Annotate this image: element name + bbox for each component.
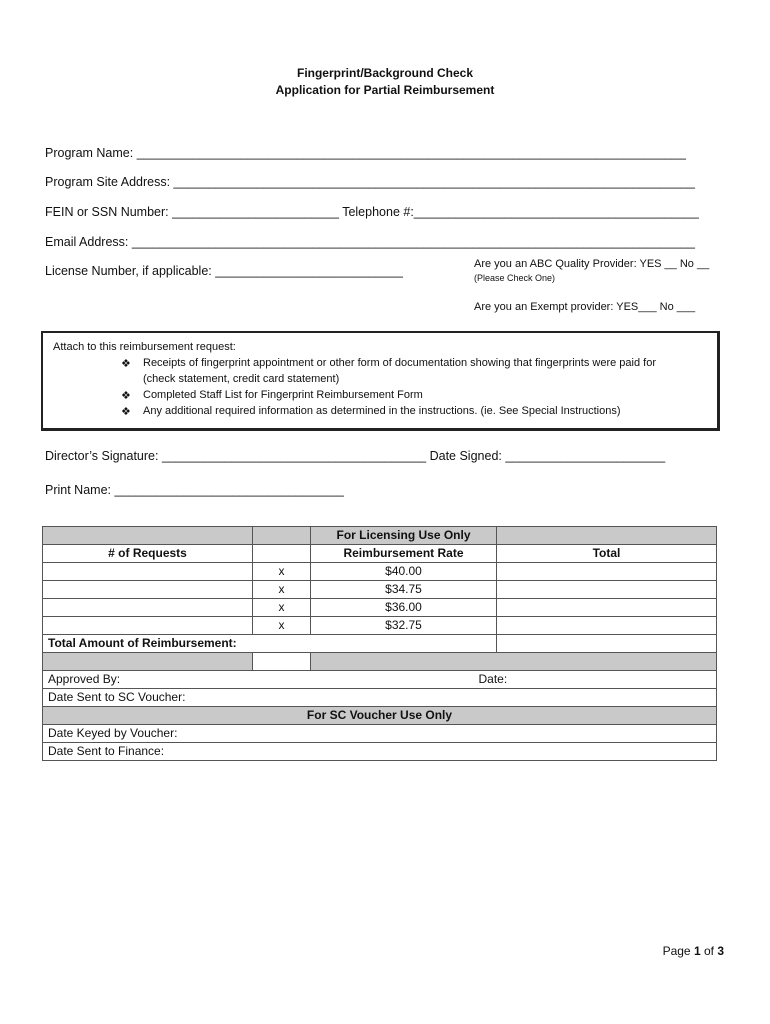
multiplier: x [253,563,311,581]
page-of: of [700,944,718,958]
total-reimbursement-cell[interactable] [497,635,717,653]
program-name-field[interactable]: Program Name: _______________________________________________________________________________ [45,146,686,160]
abc-quality-question[interactable]: Are you an ABC Quality Provider: YES __ No __ [474,258,710,270]
total-cell[interactable] [497,581,717,599]
license-number-field[interactable]: License Number, if applicable: ___________________________ [45,264,403,278]
email-address-field[interactable]: Email Address: _________________________________________________________________________________ [45,235,695,249]
rate-cell: $40.00 [311,563,497,581]
voucher-section-title: For SC Voucher Use Only [43,707,717,725]
col-header-requests: # of Requests [43,545,253,563]
director-signature-field[interactable]: Director’s Signature: ______________________________________ Date Signed: _______________________ [45,449,666,463]
form-subtitle: Application for Partial Reimbursement [275,83,495,97]
attach-item-continued: (check statement, credit card statement) [143,373,340,385]
fein-telephone-field[interactable]: FEIN or SSN Number: ________________________ Telephone #:_________________________________________ [45,205,699,219]
requests-cell[interactable] [43,581,253,599]
date-sent-finance-field[interactable]: Date Sent to Finance: [43,743,717,761]
date-keyed-field[interactable]: Date Keyed by Voucher: [43,725,717,743]
please-check-note: (Please Check One) [474,273,556,283]
multiplier: x [253,617,311,635]
multiplier: x [253,599,311,617]
requests-cell[interactable] [43,599,253,617]
program-site-address-field[interactable]: Program Site Address: ___________________________________________________________________________ [45,175,695,189]
print-name-field[interactable]: Print Name: _________________________________ [45,483,344,497]
attachments-box [41,331,720,431]
diamond-bullet-icon: ❖ [121,358,131,370]
table-row [43,617,717,635]
form-title: Fingerprint/Background Check [296,66,474,80]
total-cell[interactable] [497,599,717,617]
licensing-use-table [42,526,717,761]
total-cell[interactable] [497,617,717,635]
licensing-section-title: For Licensing Use Only [311,527,497,545]
page-prefix: Page [662,944,694,958]
date-label: Date: [478,672,508,686]
attach-item: Completed Staff List for Fingerprint Reimbursement Form [143,389,423,401]
total-cell[interactable] [497,563,717,581]
total-reimbursement-label: Total Amount of Reimbursement: [43,635,497,653]
requests-cell[interactable] [43,563,253,581]
multiplier: x [253,581,311,599]
table-row [43,581,717,599]
diamond-bullet-icon: ❖ [121,390,131,402]
rate-cell: $34.75 [311,581,497,599]
col-header-rate: Reimbursement Rate [311,545,497,563]
exempt-provider-question[interactable]: Are you an Exempt provider: YES___ No ___ [474,301,696,313]
rate-cell: $36.00 [311,599,497,617]
date-sent-voucher-field[interactable]: Date Sent to SC Voucher: [43,689,717,707]
requests-cell[interactable] [43,617,253,635]
page-total: 3 [717,944,724,958]
attach-item: Receipts of fingerprint appointment or other form of documentation showing that fingerprints were paid for [143,357,656,369]
page-number [663,944,724,958]
table-row [43,599,717,617]
rate-cell: $32.75 [311,617,497,635]
attach-item: Any additional required information as determined in the instructions. (ie. See Special Instructions) [143,405,621,417]
date-field[interactable] [478,671,717,689]
page-current: 1 [693,944,701,958]
table-row [43,563,717,581]
col-header-total: Total [497,545,717,563]
approved-by-field[interactable]: Approved By: [43,671,497,689]
attach-heading: Attach to this reimbursement request: [53,341,236,353]
diamond-bullet-icon: ❖ [121,406,131,418]
